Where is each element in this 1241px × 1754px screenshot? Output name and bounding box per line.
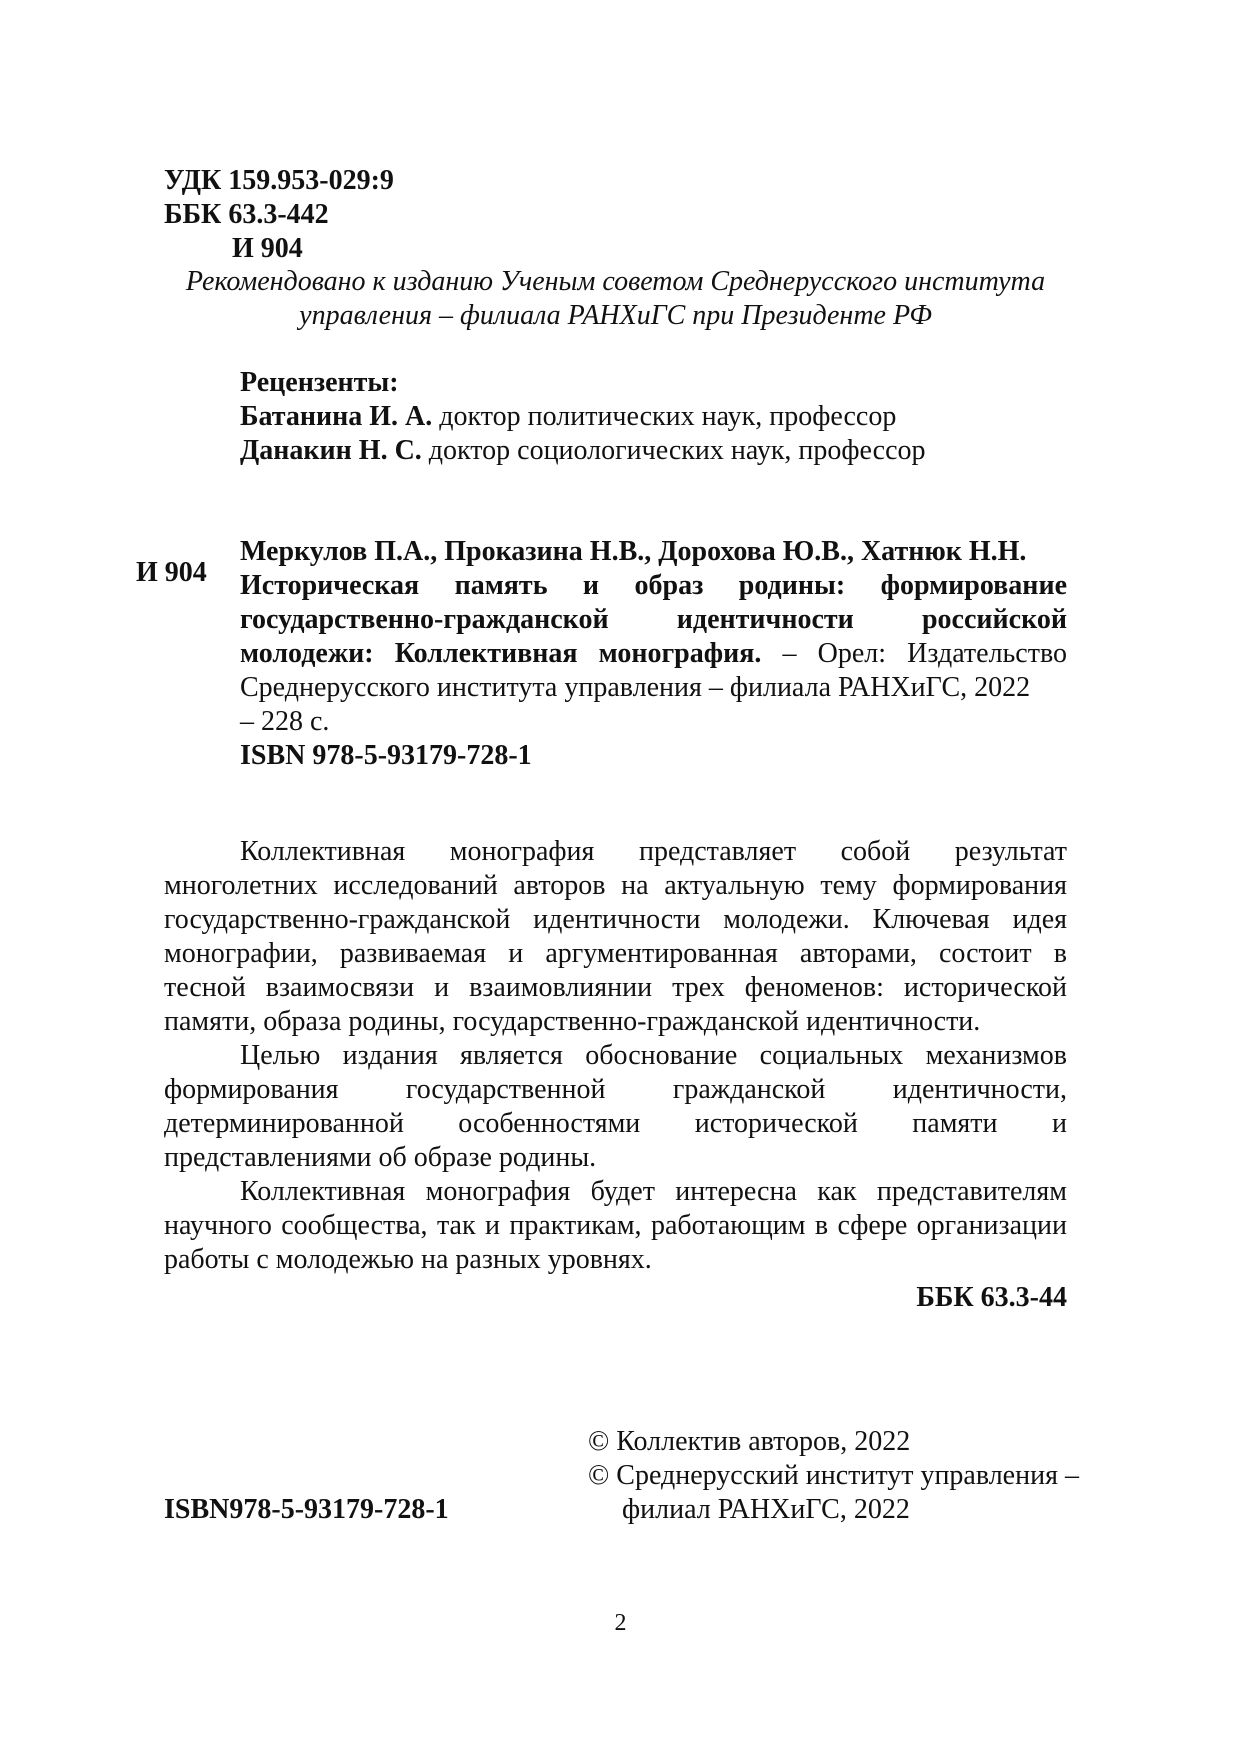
bibliography-publisher: Среднерусского института управления – филиала РАНХиГС, 2022 bbox=[240, 672, 1031, 703]
bibliography-pages: – 228 с. bbox=[240, 706, 330, 737]
reviewers-heading: Рецензенты: bbox=[240, 367, 399, 398]
bibliography-mark: И 904 bbox=[136, 557, 207, 588]
bibliography-authors: Меркулов П.А., Проказина Н.В., Дорохова Ю.В., Хатнюк Н.Н. bbox=[240, 536, 1027, 567]
abstract-p3-last-line: работы с молодежью на разных уровнях. bbox=[164, 1244, 652, 1275]
abstract-p2-line: Целью издания является обоснование социальных механизмов bbox=[240, 1040, 1067, 1071]
abstract-bbk-code: ББК 63.3-44 bbox=[916, 1282, 1067, 1313]
abstract-p3-line: научного сообщества, так и практикам, работающим в сфере организации bbox=[164, 1210, 1067, 1241]
bbk-code: ББК 63.3-442 bbox=[164, 199, 329, 230]
abstract-p1-line: Коллективная монография представляет собой результат bbox=[240, 836, 1067, 867]
footer-isbn: ISBN978-5-93179-728-1 bbox=[164, 1494, 449, 1525]
copyright-institute: © Среднерусский институт управления – bbox=[588, 1460, 1079, 1491]
bibliography-imprint-start: – Орел: Издательство bbox=[761, 638, 1068, 669]
page-number: 2 bbox=[614, 1610, 627, 1636]
abstract-p1-line: тесной взаимосвязи и взаимовлиянии трех феноменов: исторической bbox=[164, 972, 1067, 1003]
reviewer-2-name: Данакин Н. С. bbox=[240, 435, 422, 466]
abstract-p1-line: многолетних исследований авторов на актуальную тему формирования bbox=[164, 870, 1067, 901]
author-mark: И 904 bbox=[232, 233, 303, 264]
bibliography-title-line-2: государственно-гражданской идентичности российской bbox=[240, 604, 1067, 635]
udk-code: УДК 159.953-029:9 bbox=[164, 165, 394, 196]
recommendation-line-2: управления – филиала РАНХиГС при Президенте РФ bbox=[299, 300, 932, 331]
abstract-p3-line: Коллективная монография будет интересна как представителям bbox=[240, 1176, 1067, 1207]
reviewer-1 bbox=[240, 400, 896, 434]
reviewer-1-name: Батанина И. А. bbox=[240, 401, 433, 432]
copyright-authors: © Коллектив авторов, 2022 bbox=[588, 1426, 911, 1457]
abstract-p1-last-line: памяти, образа родины, государственно-гражданской идентичности. bbox=[164, 1006, 981, 1037]
abstract bbox=[164, 835, 1067, 1315]
recommendation-line-1: Рекомендовано к изданию Ученым советом Среднерусского института bbox=[185, 266, 1046, 297]
copyright-institute-cont: филиал РАНХиГС, 2022 bbox=[622, 1494, 910, 1525]
abstract-p1-line: государственно-гражданской идентичности молодежи. Ключевая идея bbox=[164, 904, 1067, 935]
abstract-p2-line: формирования государственной гражданской идентичности, bbox=[164, 1074, 1067, 1105]
bibliography-isbn: ISBN 978-5-93179-728-1 bbox=[240, 740, 532, 771]
abstract-p2-last-line: представлениями об образе родины. bbox=[164, 1142, 597, 1173]
bibliography-entry bbox=[240, 535, 1067, 773]
reviewer-1-title: доктор политических наук, профессор bbox=[432, 401, 897, 432]
bibliography-title-line-1: Историческая память и образ родины: формирование bbox=[240, 570, 1067, 601]
abstract-p2-line: детерминированной особенностями исторической памяти и bbox=[164, 1108, 1067, 1139]
reviewer-2 bbox=[240, 434, 926, 468]
bibliography-title-line-3 bbox=[240, 637, 1067, 671]
abstract-p1-line: монографии, развиваемая и аргументированная авторами, состоит в bbox=[164, 938, 1067, 969]
bibliography-title-end: молодежи: Коллективная монография. bbox=[240, 638, 762, 669]
reviewer-2-title: доктор социологических наук, профессор bbox=[421, 435, 926, 466]
